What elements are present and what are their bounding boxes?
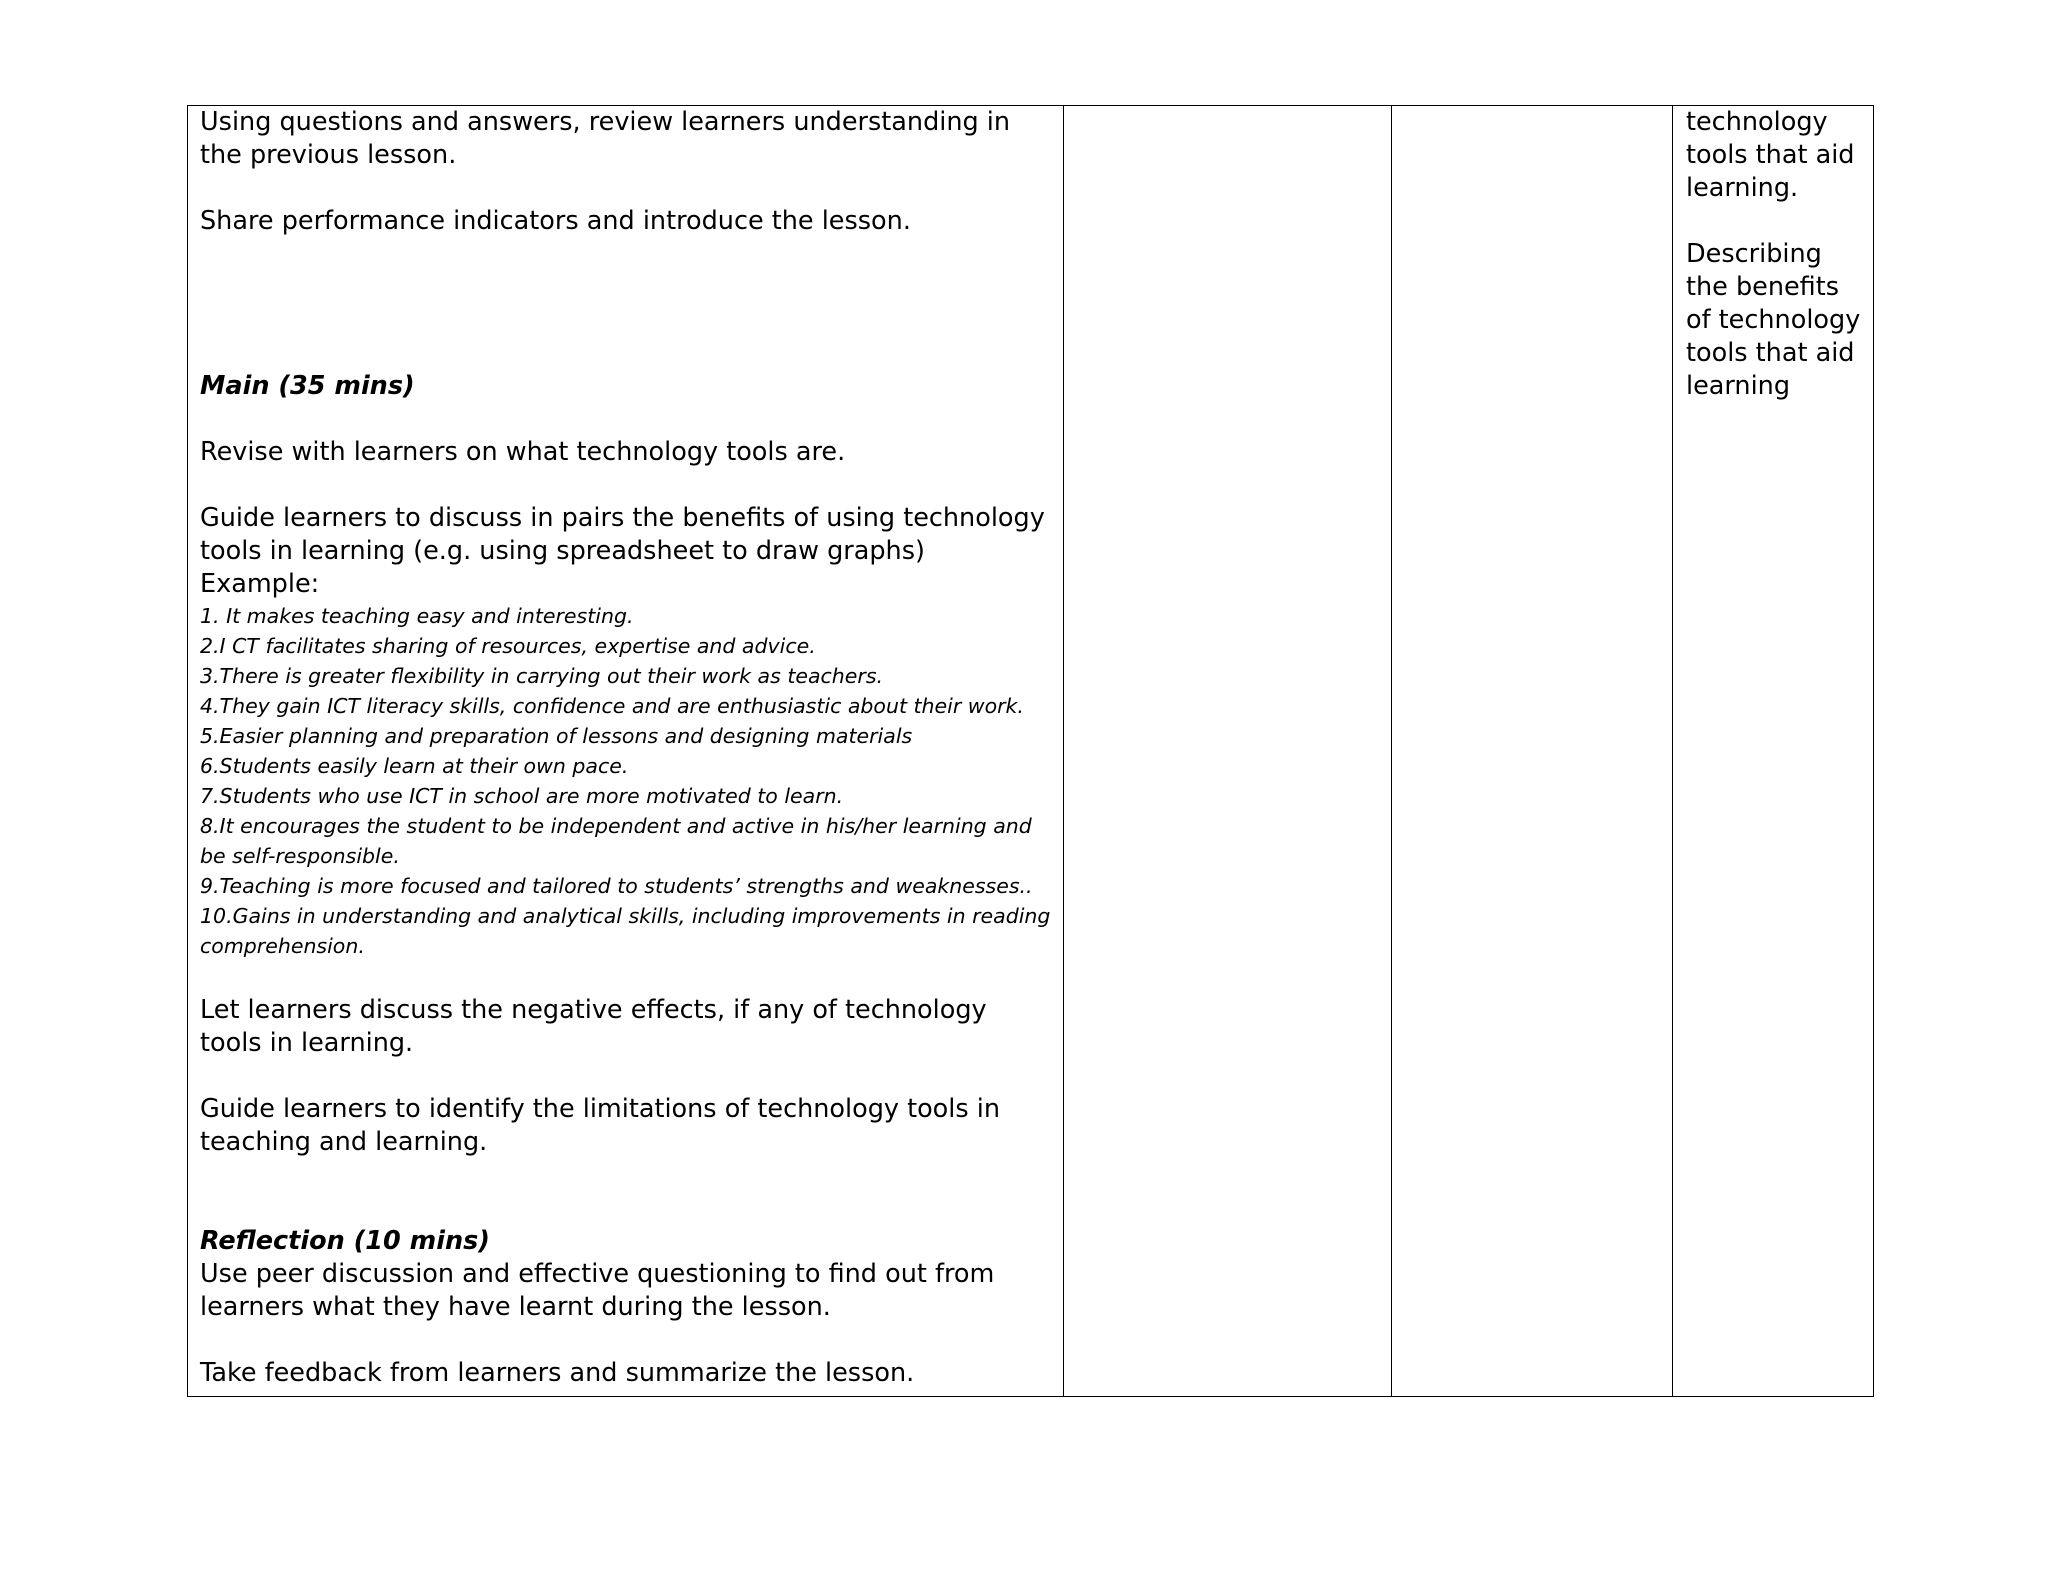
- main-heading: Main (35 mins): [200, 371, 415, 401]
- lesson-plan-table: [187, 105, 1874, 1397]
- starter-review-text: Using questions and answers, review learners understanding in the previous lesson.: [200, 107, 1011, 170]
- resources-cell: [1064, 106, 1392, 1397]
- reflection-feedback-text: Take feedback from learners and summarize the lesson.: [200, 1358, 915, 1388]
- list-item: 7.Students who use ICT in school are more motivated to learn.: [200, 784, 844, 808]
- list-item: 2.I CT facilitates sharing of resources, expertise and advice.: [200, 634, 816, 658]
- assessment-cell: [1392, 106, 1673, 1397]
- list-item: 4.They gain ICT literacy skills, confidence and are enthusiastic about their work.: [200, 694, 1024, 718]
- main-revise-text: Revise with learners on what technology tools are.: [200, 437, 846, 467]
- competency-item-1: technology tools that aid learning.: [1686, 107, 1855, 203]
- list-item: 8.It encourages the student to be independent and active in his/her learning and be self-responsible.: [200, 814, 1032, 868]
- list-item: 3.There is greater flexibility in carrying out their work as teachers.: [200, 664, 884, 688]
- starter-share-text: Share performance indicators and introduce the lesson.: [200, 206, 911, 236]
- example-label: Example:: [200, 569, 320, 599]
- list-item: 6.Students easily learn at their own pace.: [200, 754, 629, 778]
- list-item: 9.Teaching is more focused and tailored to students’ strengths and weaknesses..: [200, 874, 1033, 898]
- reflection-heading: Reflection (10 mins): [200, 1226, 490, 1256]
- list-item: 10.Gains in understanding and analytical skills, including improvements in reading comprehension.: [200, 904, 1051, 958]
- competencies-cell: [1673, 106, 1874, 1397]
- list-item: 5.Easier planning and preparation of lessons and designing materials: [200, 724, 913, 748]
- table-row: [188, 106, 1874, 1397]
- main-negative-text: Let learners discuss the negative effects, if any of technology tools in learning.: [200, 995, 987, 1058]
- competency-item-2: Describing the benefits of technology tools that aid learning: [1686, 239, 1861, 401]
- list-item: 1. It makes teaching easy and interesting.: [200, 604, 634, 628]
- activities-cell: [188, 106, 1064, 1397]
- main-guide-discuss-text: Guide learners to discuss in pairs the benefits of using technology tools in learning (e.g. using spreadsheet to draw graphs): [200, 503, 1045, 566]
- main-limitations-text: Guide learners to identify the limitations of technology tools in teaching and learning.: [200, 1094, 1001, 1157]
- benefits-list: [200, 601, 1051, 961]
- reflection-peer-text: Use peer discussion and effective questioning to find out from learners what they have learnt during the lesson.: [200, 1259, 995, 1322]
